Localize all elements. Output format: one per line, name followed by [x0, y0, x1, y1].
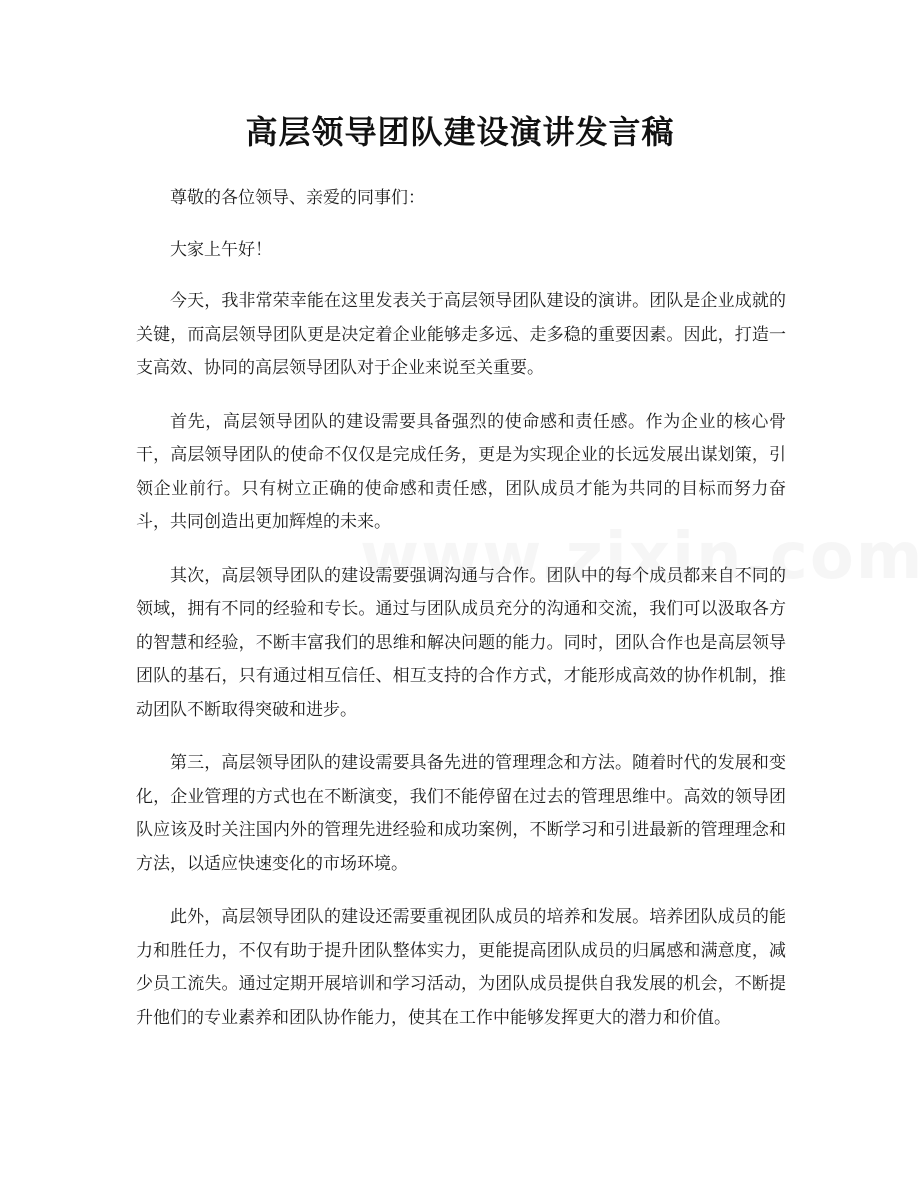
- body-paragraph-third: 第三，高层领导团队的建设需要具备先进的管理理念和方法。随着时代的发展和变化，企业管理的方式也在不断演变，我们不能停留在过去的管理思维中。高效的领导团队应该及时关注国内外的管理先进经验和成功案例，不断学习和引进最新的管理理念和方法，以适应快速变化的市场环境。: [136, 753, 786, 874]
- intro-paragraph: 今天，我非常荣幸能在这里发表关于高层领导团队建设的演讲。团队是企业成就的关键，而高层领导团队更是决定着企业能够走多远、走多稳的重要因素。因此，打造一支高效、协同的高层领导团队对于企业来说至关重要。: [136, 291, 786, 378]
- body-paragraph-fourth: 此外，高层领导团队的建设还需要重视团队成员的培养和发展。培养团队成员的能力和胜任力，不仅有助于提升团队整体实力，更能提高团队成员的归属感和满意度，减少员工流失。通过定期开展培训和学习活动，为团队成员提供自我发展的机会，不断提升他们的专业素养和团队协作能力，使其在工作中能够发挥更大的潜力和价值。: [136, 907, 786, 1028]
- document-body: [136, 182, 786, 1055]
- greeting-paragraph: 大家上午好！: [170, 239, 272, 260]
- page-title: 高层领导团队建设演讲发言稿: [245, 113, 675, 151]
- body-paragraph-first: 首先，高层领导团队的建设需要具备强烈的使命感和责任感。作为企业的核心骨干，高层领导团队的使命不仅仅是完成任务，更是为实现企业的长远发展出谋划策，引领企业前行。只有树立正确的使命感和责任感，团队成员才能为共同的目标而努力奋斗，共同创造出更加辉煌的未来。: [136, 411, 786, 532]
- body-paragraph-second: 其次，高层领导团队的建设需要强调沟通与合作。团队中的每个成员都来自不同的领域，拥有不同的经验和专长。通过与团队成员充分的沟通和交流，我们可以汲取各方的智慧和经验，不断丰富我们的思维和解决问题的能力。同时，团队合作也是高层领导团队的基石，只有通过相互信任、相互支持的合作方式，才能形成高效的协作机制，推动团队不断取得突破和进步。: [136, 565, 786, 720]
- salutation-paragraph: 尊敬的各位领导、亲爱的同事们：: [170, 188, 425, 208]
